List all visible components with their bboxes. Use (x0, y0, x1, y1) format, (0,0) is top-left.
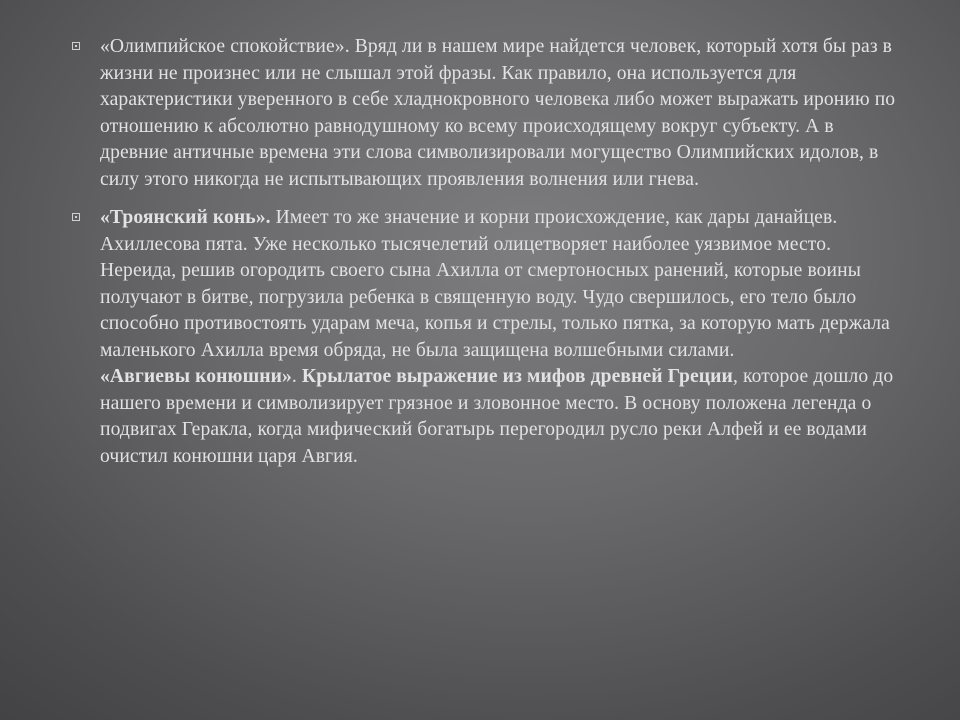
bullet-olympic-calm (72, 34, 902, 193)
paragraph-text: «Олимпийское спокойствие». Вряд ли в нашем мире найдется человек, который хотя бы раз в жизни не произнес или не слышал этой фразы. Как правило, она используется для характеристики уверенного в себе хладнокровного человека либо может выражать иронию по отношению к абсолютно равнодушному ко всему происходящему вокруг субъекту. А в древние античные времена эти слова символизировали могущество Олимпийских идолов, в силу этого никогда не испытывающих проявления волнения или гнева. (100, 36, 896, 190)
phrase-heading: «Троянский конь». (100, 207, 271, 228)
paragraph-augean-stables (100, 364, 902, 470)
paragraph-text: , которое дошло до нашего времени и символизирует грязное и зловонное место. В основу положена легенда о подвигах Геракла, когда мифический богатырь перегородил русло реки Алфей и ее водами очистил конюшни царя Авгия. (100, 366, 894, 467)
phrase-subheading: Крылатое выражение из мифов древней Греции (301, 366, 733, 387)
paragraph-achilles-heel: Ахиллесова пята. Уже несколько тысячелетий олицетворяет наиболее уязвимое место. Нереида, решив огородить своего сына Ахилла от смертоносных ранений, которые воины получают в битве, погрузила ребенка в священную воду. Чудо свершилось, его тело было способно противостоять ударам меча, копья и стрелы, только пятка, за которую мать держала маленького Ахилла время обряда, не была защищена волшебными силами. (100, 233, 890, 361)
paragraph-text: Имеет то же значение и корни происхождение, как дары данайцев. (270, 207, 838, 228)
paragraph-trojan-horse (100, 205, 902, 232)
slide-content (72, 34, 902, 470)
phrase-heading: «Авгиевы конюшни» (100, 366, 292, 387)
square-bullet-icon (72, 213, 80, 221)
square-bullet-icon (72, 42, 80, 50)
bullet-trojan-horse (72, 205, 902, 470)
paragraph-text: . (291, 366, 302, 387)
